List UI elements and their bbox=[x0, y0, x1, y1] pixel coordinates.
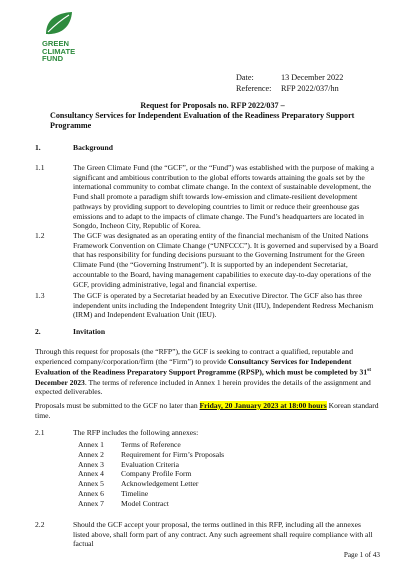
paragraph-2-1: The RFP includes the following annexes: bbox=[73, 428, 199, 437]
annex-title: Terms of Reference bbox=[121, 440, 181, 449]
deadline-text: Korean standard time. bbox=[35, 401, 379, 420]
annex-label: Annex 6 bbox=[78, 488, 104, 498]
annex-title: Company Profile Form bbox=[121, 469, 192, 479]
logo-line: GREEN bbox=[42, 39, 70, 48]
invitation-deadline-date: December 2023 bbox=[35, 377, 85, 387]
paragraph-number: 1.2 bbox=[35, 231, 45, 240]
annex-label: Annex 3 bbox=[78, 459, 104, 469]
annex-title: Acknowledgement Letter bbox=[121, 479, 199, 489]
annex-label: Annex 7 bbox=[78, 498, 104, 508]
document-meta bbox=[236, 72, 343, 94]
list-item bbox=[78, 479, 224, 489]
annex-title: Evaluation Criteria bbox=[121, 459, 179, 469]
list-item bbox=[78, 499, 224, 509]
invitation-text: Through this request for proposals (the “RFP”), the GCF is seeking to contract a qualified, reputable and experienced company/corporation/firm (the “Firm”) to provide bbox=[35, 347, 354, 366]
deadline-paragraph bbox=[35, 401, 379, 420]
page-number: Page 1 of 43 bbox=[343, 551, 380, 559]
date-label: Date: bbox=[236, 73, 254, 82]
paragraph-number: 1.3 bbox=[35, 291, 45, 300]
list-item bbox=[78, 489, 224, 499]
title-line: Consultancy Services for Independent Evaluation of the Readiness Preparatory Support bbox=[50, 111, 355, 120]
ordinal-suffix: st bbox=[367, 367, 372, 374]
annex-title: Model Contract bbox=[121, 498, 169, 508]
annex-list bbox=[78, 440, 224, 509]
document-title bbox=[50, 101, 375, 131]
annex-label: Annex 1 bbox=[78, 440, 104, 449]
invitation-service-name: Consultancy Services for Independent Evaluation of the Readiness Preparatory Support Programme (RPSP), which must be completed by 31 bbox=[35, 356, 368, 377]
annex-title: Timeline bbox=[121, 488, 149, 498]
title-line: Programme bbox=[50, 121, 92, 130]
paragraph-2-2: Should the GCF accept your proposal, the terms outlined in this RFP, including all the annexes listed above, shall form part of any contract. Any such agreement shall require compliance with all factual bbox=[73, 520, 373, 549]
annex-label: Annex 4 bbox=[78, 469, 104, 479]
paragraph-number: 2.2 bbox=[35, 520, 45, 529]
list-item bbox=[78, 460, 224, 470]
paragraph-number: 1.1 bbox=[35, 163, 45, 172]
gcf-logo bbox=[42, 10, 117, 63]
list-item bbox=[78, 440, 224, 450]
list-item bbox=[78, 450, 224, 460]
logo-line: CLIMATE bbox=[42, 46, 76, 56]
date-value: 13 December 2022 bbox=[281, 73, 344, 82]
list-item bbox=[78, 469, 224, 479]
annex-title: Requirement for Firm’s Proposals bbox=[121, 449, 225, 459]
annex-label: Annex 2 bbox=[78, 449, 104, 459]
section-heading: Background bbox=[73, 143, 113, 152]
deadline-text: Proposals must be submitted to the GCF no later than bbox=[35, 401, 200, 410]
invitation-text: . The terms of reference included in Annex 1 herein provides the details of the assignment and expected deliverables. bbox=[35, 377, 371, 397]
paragraph-1-2: The GCF was designated as an operating entity of the financial mechanism of the United Nations Framework Convention on Climate Change (“UNFCCC”). It is governed and supervised by a Board that has responsibility for funding decisions pursuant to the Governing Instrument for the Green Climate Fund (the “Governing Instrument”). It is supported by an independent Secretariat, accountable to the Board, having management capabilities to execute day-to-day operations of the GCF, providing administrative, legal and financial expertise. bbox=[73, 231, 378, 289]
section-heading: Invitation bbox=[73, 327, 106, 336]
reference-value: RFP 2022/037/hn bbox=[281, 84, 339, 93]
title-line: Request for Proposals no. RFP 2022/037 – bbox=[140, 101, 285, 110]
logo-wordmark bbox=[42, 40, 117, 63]
invitation-paragraph bbox=[35, 347, 379, 397]
leaf-logo-icon bbox=[42, 10, 76, 38]
submission-deadline-highlight: Friday, 20 January 2023 at 18:00 hours bbox=[199, 401, 327, 410]
paragraph-number: 2.1 bbox=[35, 428, 45, 437]
section-number: 2. bbox=[35, 327, 41, 336]
logo-line: FUND bbox=[42, 54, 64, 64]
reference-label: Reference: bbox=[236, 84, 272, 93]
annex-label: Annex 5 bbox=[78, 479, 104, 489]
paragraph-1-1: The Green Climate Fund (the “GCF”, or the “Fund”) was established with the purpose of making a significant and ambitious contribution to the global efforts towards attaining the goals set by the international community to combat climate change. In the context of sustainable development, the Fund shall promote a paradigm shift towards low-emission and climate-resilient development pathways by providing support to developing countries to limit or reduce their greenhouse gas emissions and to adapt to the impacts of climate change. The Fund’s headquarters are located in Songdo, Incheon City, Republic of Korea. bbox=[73, 163, 374, 231]
paragraph-1-3: The GCF is operated by a Secretariat headed by an Executive Director. The GCF also has three independent units including the Independent Integrity Unit (IIU), Independent Redress Mechanism (IRM) and Independent Evaluation Unit (IEU). bbox=[73, 291, 374, 320]
section-number: 1. bbox=[35, 143, 41, 152]
